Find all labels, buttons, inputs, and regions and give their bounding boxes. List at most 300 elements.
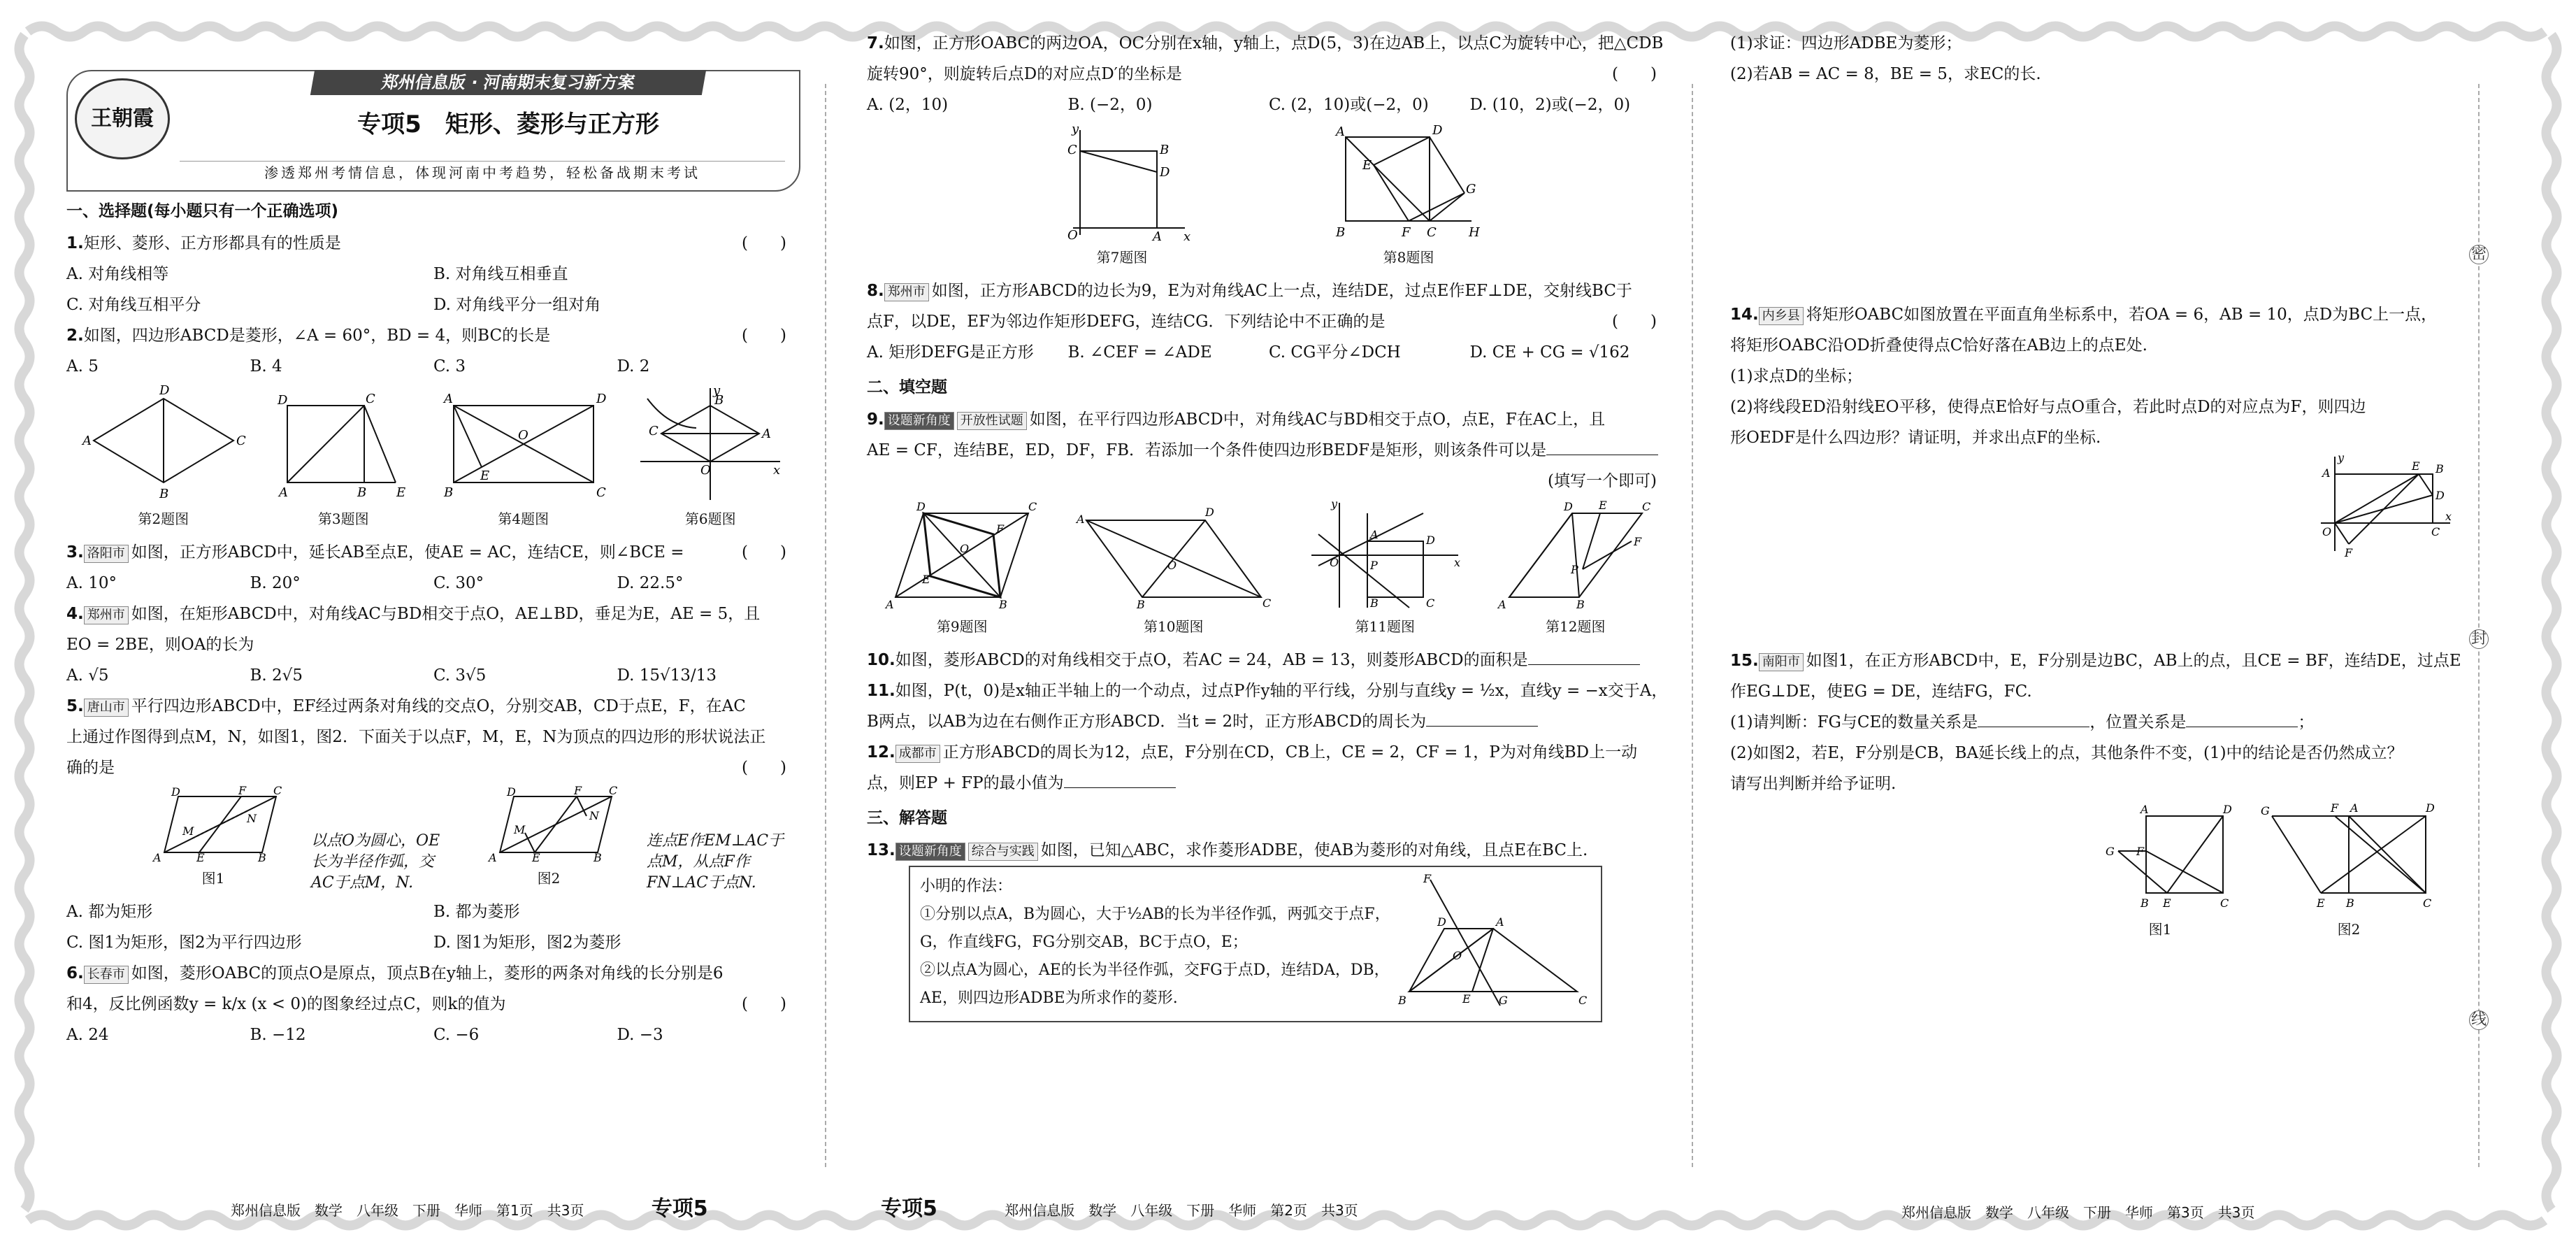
section-fill: 二、填空题 [867, 378, 947, 396]
svg-text:A: A [2350, 801, 2359, 815]
q14-sub-2a: (2)将线段ED沿射线EO平移，使得点E恰好与点O重合，若此时点D的对应点为F，则四边 [1730, 398, 2366, 416]
q2-option-a[interactable]: A. 5 [66, 357, 99, 376]
q1-stem [66, 228, 800, 259]
q3-stem [66, 537, 800, 568]
figure-q4-caption: 第4题图 [498, 510, 549, 527]
svg-text:F: F [996, 522, 1005, 536]
svg-text:B: B [1370, 596, 1379, 610]
svg-text:N: N [247, 812, 257, 825]
svg-text:P: P [1370, 559, 1379, 572]
q7-stem [867, 28, 1671, 59]
q1-options [66, 259, 800, 320]
svg-text:A: A [1076, 513, 1085, 526]
q3-option-d[interactable]: D. 22.5° [617, 574, 684, 592]
q6-number: 6. [66, 964, 84, 982]
q4-text-2: EO = 2BE，则OA的长为 [66, 636, 254, 654]
svg-text:C: C [596, 485, 606, 500]
svg-text:G: G [1466, 182, 1476, 196]
q9-tag-type: 开放性试题 [957, 412, 1027, 430]
figure-q12 [1495, 499, 1656, 642]
footer-page-2 [881, 1191, 1358, 1222]
q3-answer-paren[interactable]: ( ) [742, 543, 786, 562]
q6-text-1: 如图，菱形OABC的顶点O是原点，顶点B在y轴上，菱形的两条对角线的长分别是6 [131, 964, 724, 982]
q4-options [66, 660, 800, 691]
svg-text:D: D [2426, 801, 2435, 815]
svg-text:O: O [1453, 949, 1462, 962]
q7-option-b[interactable]: B. (−2，0) [1067, 96, 1153, 114]
svg-text:F: F [1402, 225, 1411, 240]
q6-option-a[interactable]: A. 24 [66, 1026, 109, 1044]
figure-q5-2-caption: 图2 [537, 870, 561, 887]
q3-text: 如图，正方形ABCD中，延长AB至点E，使AE = AC，连结CE，则∠BCE = [131, 543, 684, 562]
svg-text:C: C [1028, 500, 1037, 513]
svg-text:C: C [2423, 896, 2432, 910]
svg-text:O: O [700, 463, 712, 478]
binding-char-2: 封 [2469, 629, 2489, 649]
q6-options [66, 1020, 800, 1050]
figure-q5-2 [479, 786, 619, 894]
svg-text:x: x [1183, 229, 1191, 244]
q15-region-tag: 南阳市 [1759, 653, 1804, 671]
svg-text:B: B [443, 485, 453, 500]
svg-text:E: E [1598, 499, 1607, 512]
q4-option-d[interactable]: D. 15√13/13 [617, 666, 717, 685]
svg-text:A: A [886, 598, 894, 611]
svg-text:F: F [2331, 801, 2339, 815]
figure-q5-1 [143, 786, 283, 894]
q8-option-a[interactable]: A. 矩形DEFG是正方形 [867, 343, 1034, 362]
q11-text-2: B两点，以AB为边在右侧作正方形ABCD．当t = 2时，正方形ABCD的周长为 [867, 713, 1427, 731]
q11-number: 11. [867, 682, 895, 700]
q14-answer-space[interactable] [1730, 569, 2482, 645]
svg-text:A: A [1497, 598, 1506, 611]
q10-text: 如图，菱形ABCD的对角线相交于点O，若AC = 24，AB = 13，则菱形ABCD的面积是 [895, 651, 1528, 669]
figure-q12-caption: 第12题图 [1546, 618, 1606, 635]
q4-region-tag: 郑州市 [84, 606, 129, 624]
footer-page-2-text: 郑州信息版 数学 八年级 下册 华师 第2页 共3页 [1005, 1202, 1358, 1219]
q1-number: 1. [66, 234, 84, 252]
q11-answer-blank[interactable] [1426, 710, 1538, 727]
svg-text:y: y [713, 383, 721, 398]
q9-hint-line [867, 466, 1657, 496]
svg-text:D: D [1432, 123, 1443, 138]
q13-tag-type: 综合与实践 [968, 843, 1038, 861]
brand-logo [75, 78, 170, 159]
q15-stem [1730, 645, 2482, 676]
q5-text-1: 平行四边形ABCD中，EF经过两条对角线的交点O，分别交AB，CD于点E，F，在AC [131, 697, 746, 715]
q8-text-2: 点F，以DE，EF为邻边作矩形DEFG，连结CG．下列结论中不正确的是 [867, 313, 1386, 331]
q14-number: 14. [1730, 306, 1759, 324]
svg-text:A: A [82, 434, 92, 448]
q2-option-c[interactable]: C. 3 [433, 357, 466, 376]
q5-stem [66, 691, 800, 722]
q8-stem [867, 276, 1671, 306]
svg-text:A: A [489, 851, 497, 864]
svg-text:M: M [182, 824, 194, 838]
q9-text-2: AE = CF，连结BE，ED，DF，FB．若添加一个条件使四边形BEDF是矩形，则该条件可以是 [867, 441, 1547, 459]
q3-number: 3. [66, 543, 84, 562]
q8-number: 8. [867, 282, 884, 300]
logo-text: 王朝霞 [91, 106, 154, 131]
q4-number: 4. [66, 605, 84, 623]
q7-text-2: 旋转90°，则旋转后点D的对应点D′的坐标是 [867, 65, 1182, 83]
q9-stem [867, 404, 1671, 435]
svg-text:G: G [2106, 845, 2115, 858]
svg-text:C: C [2220, 896, 2229, 910]
binding-char-1: 密 [2469, 245, 2489, 264]
figure-q14 [1730, 453, 2454, 569]
svg-text:D: D [278, 393, 288, 408]
q14-stem [1730, 299, 2482, 330]
q3-option-b[interactable]: B. 20° [250, 574, 301, 592]
svg-text:O: O [2322, 525, 2332, 538]
q5-options [66, 896, 800, 958]
figure-q2-caption: 第2题图 [138, 510, 189, 527]
figure-row-q5 [143, 786, 800, 894]
svg-text:C: C [2431, 525, 2440, 538]
q6-stem [66, 958, 800, 989]
figure-q5-2-note: 连点E作EM⊥AC于点M，从点F作FN⊥AC于点N. [647, 832, 784, 892]
svg-text:E: E [1362, 158, 1372, 173]
svg-text:E: E [2317, 896, 2325, 910]
svg-text:D: D [1204, 506, 1214, 519]
q9-answer-blank[interactable] [1546, 439, 1658, 455]
figure-q3 [273, 385, 413, 534]
q13-method-step-1: ①分别以点A，B为圆心，大于½AB的长为半径作弧，两弧交于点F，G，作直线FG，FG分别交AB，BC于点O，E； [920, 906, 1390, 951]
page-header [66, 70, 800, 192]
svg-text:D: D [2223, 803, 2232, 816]
q11-stem [867, 675, 1671, 706]
q9-tag-angle: 设题新角度 [884, 412, 954, 430]
figure-row-3 [867, 499, 1671, 642]
svg-text:D: D [916, 500, 926, 513]
svg-text:D: D [507, 785, 516, 799]
figure-q9-caption: 第9题图 [936, 618, 988, 635]
q12-text-2: 点，则EP + FP的最小值为 [867, 774, 1064, 792]
footer-page-1-text: 郑州信息版 数学 八年级 下册 华师 第1页 共3页 [231, 1202, 584, 1219]
q7-options [867, 90, 1671, 120]
footer-page-1 [231, 1191, 708, 1222]
svg-text:A: A [1153, 229, 1162, 244]
q7-answer-paren[interactable]: ( ) [1612, 65, 1657, 83]
svg-text:B: B [159, 487, 168, 501]
svg-text:N: N [589, 809, 599, 822]
q15-stem-2: 作EG⊥DE，使EG = DE，连结FG，FC. [1730, 682, 2032, 701]
svg-text:O: O [1167, 559, 1177, 572]
svg-text:y: y [2338, 451, 2345, 464]
q7-stem-2 [867, 59, 1671, 90]
svg-text:F: F [238, 784, 247, 797]
q8-option-b[interactable]: B. ∠CEF = ∠ADE [1067, 343, 1212, 362]
q3-option-a[interactable]: A. 10° [66, 574, 117, 592]
q5-option-a[interactable]: A. 都为矩形 [66, 903, 153, 921]
figure-q6 [633, 385, 787, 534]
q15-sub-2b: 请写出判断并给予证明. [1730, 775, 1897, 793]
q1-text: 矩形、菱形、正方形都具有的性质是 [83, 234, 341, 252]
svg-text:F: F [1633, 535, 1641, 548]
q7-option-d[interactable]: D. (10，2)或(−2，0) [1469, 96, 1631, 114]
q13-number: 13. [867, 841, 895, 859]
q15-text-1: 如图1，在正方形ABCD中，E，F分别是边BC，AB上的点，且CE = BF，连结DE，过点E [1806, 652, 2461, 670]
page-1-column [66, 70, 800, 1174]
q5-stem-2: 上通过作图得到点M，N，如图1，图2．下面关于以点F，M，E，N为顶点的四边形的形状说法正 [66, 728, 766, 746]
q15-sub-1: (1)请判断：FG与CE的数量关系是 ，位置关系是 ； [1730, 707, 2482, 738]
q3-region-tag: 洛阳市 [84, 545, 129, 563]
svg-text:B: B [1336, 225, 1346, 240]
svg-text:E: E [532, 851, 540, 864]
svg-text:D: D [171, 785, 180, 799]
q10-stem [867, 645, 1671, 675]
figure-q5-1-caption: 图1 [201, 870, 225, 887]
q7-option-c[interactable]: C. (2，10)或(−2，0) [1269, 96, 1429, 114]
page-title: 专项5 矩形、菱形与正方形 [357, 110, 659, 138]
q12-text-1: 正方形ABCD的周长为12，点E，F分别在CD，CB上，CE = 2，CF = 1，P为对角线BD上一动 [942, 743, 1638, 762]
q8-stem-2 [867, 306, 1671, 337]
svg-text:B: B [258, 851, 266, 864]
figure-q8 [1332, 123, 1485, 273]
svg-text:C: C [649, 424, 659, 438]
q8-option-c[interactable]: C. CG平分∠DCH [1269, 343, 1401, 362]
svg-text:E: E [196, 851, 205, 864]
svg-text:B: B [593, 851, 602, 864]
q12-stem-2 [867, 768, 1671, 799]
svg-text:D: D [1160, 165, 1170, 180]
q15-blank-quantity[interactable] [1978, 711, 2089, 727]
svg-text:C: C [1578, 994, 1588, 1007]
figure-q5-1-note: 以点O为圆心，OE长为半径作弧，交AC于点M，N. [311, 832, 440, 892]
svg-text:C: C [1426, 596, 1435, 610]
svg-text:y: y [1331, 497, 1338, 510]
q5-region-tag: 唐山市 [84, 699, 129, 717]
figure-q6-caption: 第6题图 [684, 510, 736, 527]
footer-page-2-badge: 专项5 [881, 1196, 937, 1221]
svg-text:D: D [1563, 500, 1573, 513]
edition-banner: 郑州信息版 · 河南期末复习新方案 [310, 70, 706, 95]
q1-option-c[interactable]: C. 对角线互相平分 [66, 296, 201, 314]
svg-text:B: B [2140, 896, 2149, 910]
svg-text:G: G [1499, 994, 1508, 1007]
q2-answer-paren[interactable]: ( ) [742, 327, 786, 345]
q6-answer-paren[interactable]: ( ) [742, 995, 786, 1013]
q5-answer-paren[interactable]: ( ) [742, 759, 786, 777]
column-divider-right [1692, 84, 1693, 1167]
svg-text:C: C [273, 784, 282, 797]
svg-text:E: E [1462, 992, 1471, 1006]
svg-text:D: D [1426, 534, 1436, 547]
q15-sub-1b: ，位置关系是 [2089, 713, 2187, 731]
q1-option-b[interactable]: B. 对角线互相垂直 [433, 265, 568, 283]
svg-text:A: A [279, 485, 289, 500]
svg-text:E: E [922, 573, 930, 586]
q15-blank-position[interactable] [2186, 711, 2298, 727]
footer-page-3 [1901, 1201, 2254, 1222]
q14-sub-2b: 形OEDF是什么四边形？请证明，并求出点F的坐标. [1730, 429, 2101, 447]
q13-method-title: 小明的作法： [920, 878, 1013, 895]
svg-text:C: C [609, 784, 618, 797]
q7-number: 7. [867, 34, 884, 52]
svg-text:y: y [1072, 122, 1079, 136]
svg-text:C: C [1262, 596, 1271, 610]
figure-q13 [1395, 873, 1591, 1015]
q6-stem-2 [66, 989, 800, 1020]
figure-q15-1 [2090, 802, 2230, 945]
q4-stem-2 [66, 629, 800, 660]
figure-q7-caption: 第7题图 [1096, 249, 1148, 266]
q13-stem [867, 835, 1671, 866]
q7-text-1: 如图，正方形OABC的两边OA，OC分别在x轴，y轴上，点D(5，3)在边AB上，以点C为旋转中心，把△CDB [884, 34, 1664, 52]
svg-text:A: A [153, 851, 161, 864]
figure-q2 [80, 385, 247, 534]
svg-text:B: B [357, 485, 367, 500]
q13-method-box [909, 866, 1602, 1022]
svg-text:E: E [2163, 896, 2171, 910]
figure-q8-caption: 第8题图 [1383, 249, 1434, 266]
svg-text:B: B [2435, 462, 2444, 476]
svg-text:E: E [480, 469, 489, 483]
svg-text:C: C [1641, 500, 1650, 513]
svg-text:B: B [714, 393, 724, 408]
q8-option-d[interactable]: D. CE + CG = √162 [1469, 343, 1630, 362]
q13-method-step-2: ②以点A为圆心，AE的长为半径作弧，交FG于点D，连结DA，DB，AE，则四边形ADBE为所求作的菱形. [920, 962, 1390, 1007]
q10-number: 10. [867, 651, 895, 669]
q11-text-1: 如图，P(t，0)是x轴正半轴上的一个动点，过点P作y轴的平行线，分别与直线y = ½x，直线y = −x交于A， [895, 682, 1668, 700]
q10-answer-blank[interactable] [1528, 649, 1640, 665]
q1-answer-paren[interactable]: ( ) [742, 234, 786, 252]
svg-text:H: H [1469, 225, 1480, 240]
q12-stem [867, 737, 1671, 768]
svg-text:D: D [596, 392, 607, 406]
q15-sub-1a: (1)请判断：FG与CE的数量关系是 [1730, 713, 1978, 731]
figure-q15-2-caption: 图2 [2337, 921, 2361, 938]
q5-option-c[interactable]: C. 图1为矩形，图2为平行四边形 [66, 934, 302, 952]
figure-q11-caption: 第11题图 [1355, 618, 1415, 635]
q6-option-d[interactable]: D. −3 [617, 1026, 663, 1044]
svg-text:E: E [2412, 459, 2420, 473]
q2-option-d[interactable]: D. 2 [617, 357, 650, 376]
q8-text-1: 如图，正方形ABCD的边长为9，E为对角线AC上一点，连结DE，过点E作EF⊥DE，交射线BC于 [931, 282, 1632, 300]
footer-page-3-text: 郑州信息版 数学 八年级 下册 华师 第3页 共3页 [1901, 1204, 2255, 1221]
q9-number: 9. [867, 410, 884, 429]
q4-text-1: 如图，在矩形ABCD中，对角线AC与BD相交于点O，AE⊥BD，垂足为E，AE = 5，且 [131, 605, 761, 623]
q15-number: 15. [1730, 652, 1759, 670]
q6-text-2: 和4，反比例函数y = k/x (x < 0)的图象经过点C，则k的值为 [66, 995, 506, 1013]
figure-row-2 [867, 123, 1671, 273]
q11-stem-2 [867, 706, 1671, 737]
q14-text-1: 将矩形OABC如图放置在平面直角坐标系中，若OA = 6，AB = 10，点D为BC上一点， [1806, 306, 2438, 324]
svg-text:F: F [1423, 872, 1432, 885]
q1-option-a[interactable]: A. 对角线相等 [66, 265, 169, 283]
q7-option-a[interactable]: A. (2，10) [867, 96, 949, 114]
figure-q10-caption: 第10题图 [1144, 618, 1204, 635]
section-choice: 一、选择题(每小题只有一个正确选项) [66, 202, 339, 220]
q9-hint: (填写一个即可) [1548, 472, 1657, 490]
svg-text:x: x [1454, 556, 1461, 569]
svg-text:D: D [159, 383, 170, 398]
q8-options [867, 337, 1671, 368]
q4-option-c[interactable]: C. 3√5 [433, 666, 487, 685]
figure-q15-2 [2258, 802, 2440, 945]
q13-answer-space[interactable] [1730, 90, 2482, 299]
svg-text:D: D [1437, 915, 1446, 929]
q6-option-c[interactable]: C. −6 [433, 1026, 480, 1044]
svg-text:B: B [1576, 598, 1585, 611]
figure-q9 [882, 499, 1042, 642]
page-3-column [1730, 28, 2482, 1174]
svg-text:C: C [1067, 143, 1077, 157]
q9-stem-2 [867, 435, 1671, 466]
q6-option-b[interactable]: B. −12 [250, 1026, 306, 1044]
q13-sub-1: (1)求证：四边形ADBE为菱形； [1730, 34, 1962, 52]
q12-number: 12. [867, 743, 895, 762]
svg-text:O: O [960, 542, 970, 555]
q2-options [66, 351, 800, 382]
q12-region-tag: 成都市 [895, 745, 940, 763]
q13-method-text [920, 873, 1395, 1015]
svg-text:B: B [999, 598, 1008, 611]
q5-option-b[interactable]: B. 都为菱形 [433, 903, 520, 921]
svg-text:G: G [2261, 804, 2270, 817]
figure-q10 [1072, 499, 1275, 642]
q8-region-tag: 郑州市 [884, 283, 929, 301]
section-answer: 三、解答题 [867, 809, 947, 827]
q15-sub-2a: (2)如图2，若E，F分别是CB，BA延长线上的点，其他条件不变，(1)中的结论是否仍然成立？ [1730, 744, 2403, 762]
q2-option-b[interactable]: B. 4 [250, 357, 282, 376]
q1-option-d[interactable]: D. 对角线平分一组对角 [433, 296, 601, 314]
q12-answer-blank[interactable] [1064, 772, 1176, 788]
page-2-column [867, 28, 1671, 1174]
q13-tag-angle: 设题新角度 [895, 843, 965, 861]
svg-text:A: A [1496, 915, 1504, 929]
figure-row-1 [66, 385, 800, 534]
q5-option-d[interactable]: D. 图1为矩形，图2为菱形 [433, 934, 621, 952]
svg-text:O: O [517, 428, 528, 443]
q3-options [66, 568, 800, 599]
svg-text:O: O [1067, 228, 1078, 243]
q2-text: 如图，四边形ABCD是菱形，∠A = 60°，BD = 4，则BC的长是 [83, 327, 551, 345]
svg-text:A: A [2140, 803, 2149, 816]
q9-text-1: 如图，在平行四边形ABCD中，对角线AC与BD相交于点O，点E，F在AC上，且 [1029, 410, 1606, 429]
q4-option-a[interactable]: A. √5 [66, 666, 109, 685]
svg-text:A: A [1336, 124, 1345, 139]
svg-text:F: F [574, 784, 582, 797]
svg-text:F: F [2345, 546, 2353, 559]
q5-text-3: 确的是 [66, 759, 115, 777]
q14-sub-1: (1)求点D的坐标； [1730, 367, 1863, 385]
q5-number: 5. [66, 697, 84, 715]
svg-text:C: C [236, 434, 246, 448]
svg-text:O: O [1330, 556, 1339, 569]
figure-row-q15 [1730, 802, 2440, 945]
q4-option-b[interactable]: B. 2√5 [250, 666, 303, 685]
q14-stem-2: 将矩形OABC沿OD折叠使得点C恰好落在AB边上的点E处. [1730, 336, 2147, 355]
q4-stem [66, 599, 800, 629]
svg-text:F: F [2136, 845, 2145, 858]
q8-answer-paren[interactable]: ( ) [1612, 313, 1657, 331]
q2-number: 2. [66, 327, 84, 345]
figure-q4 [440, 385, 607, 534]
q13-sub-2: (2)若AB = AC = 8，BE = 5，求EC的长. [1730, 65, 2041, 83]
tagline: 渗透郑州考情信息，体现河南中考趋势，轻松备战期末考试 [180, 161, 785, 184]
q2-stem [66, 320, 800, 351]
svg-text:E: E [396, 485, 406, 500]
figure-q3-caption: 第3题图 [317, 510, 369, 527]
svg-text:B: B [1160, 143, 1170, 157]
svg-text:A: A [1370, 528, 1379, 541]
svg-text:C: C [366, 392, 376, 406]
figure-q7 [1052, 123, 1192, 273]
q3-option-c[interactable]: C. 30° [433, 574, 484, 592]
q14-region-tag: 内乡县 [1759, 307, 1804, 325]
